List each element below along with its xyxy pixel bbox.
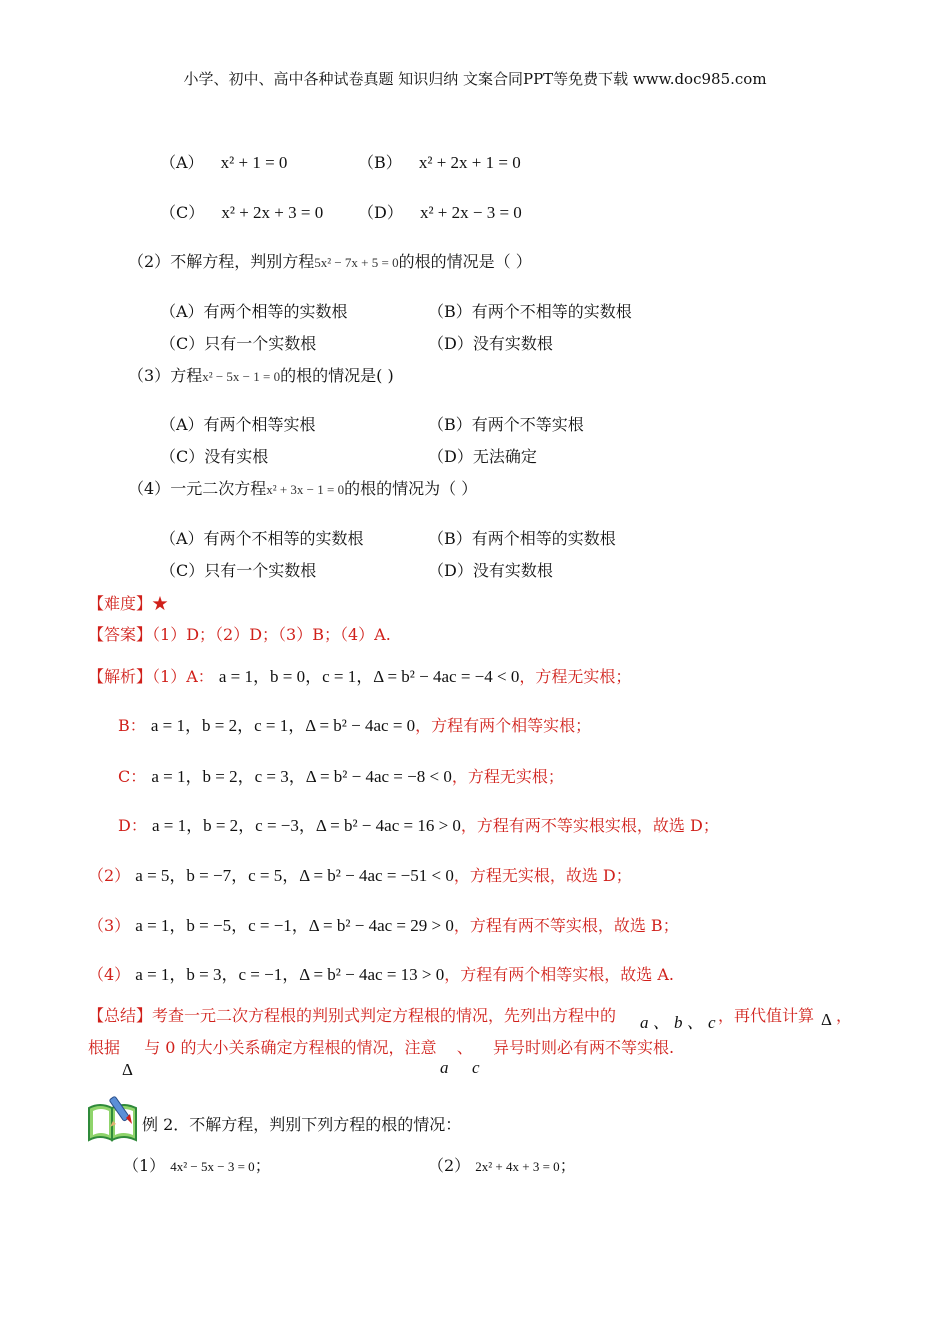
q2-equation: 5x² − 7x + 5 = 0: [314, 255, 399, 270]
summary-line-1: [88, 1003, 616, 1026]
example2-item-1-eq: 4x² − 5x − 3 = 0: [170, 1159, 255, 1174]
book-pencil-icon: [86, 1094, 140, 1144]
analysis-l6-text: ，方程有两不等实根，故选 B；: [453, 916, 679, 935]
analysis-l5-text: ，方程无实根，故选 D；: [453, 866, 632, 885]
q3-option-d: （D）无法确定: [428, 447, 537, 466]
q3-stem-after: 的根的情况是( ): [280, 366, 394, 385]
example2-item-2-end: ；: [559, 1156, 576, 1175]
summary-line-2: [88, 1035, 674, 1058]
answer-line: [88, 622, 391, 645]
summary-delta-2: Δ: [122, 1060, 133, 1079]
q1-option-d-label: （D）: [358, 203, 403, 222]
example2-item-2-label: （2）: [428, 1156, 471, 1175]
summary-line1: 考查一元二次方程根的判别式判定方程根的情况，先列出方程中的: [152, 1006, 617, 1025]
q2-option-b: （B）有两个不相等的实数根: [428, 302, 632, 321]
q4-option-b: （B）有两个相等的实数根: [428, 529, 616, 548]
q4-option-d: （D）没有实数根: [428, 561, 553, 580]
analysis-l7-text: ，方程有两个相等实根，故选 A.: [444, 965, 674, 984]
analysis-line-4: [118, 811, 719, 836]
q1-option-c-eq: x² + 2x + 3 = 0: [221, 203, 324, 222]
q1-option-b: [358, 150, 521, 173]
analysis-l6-math: a = 1，b = −5，c = −1，Δ = b² − 4ac = 29 > 0: [135, 916, 454, 935]
q3-stem-before: 方程: [170, 366, 203, 385]
analysis-line-3: [118, 762, 564, 787]
analysis-l4-text: ，方程有两不等实根实根，故选 D；: [460, 816, 719, 835]
q4-stem-after: 的根的情况为（ ）: [344, 479, 478, 498]
summary-line2-a: 根据: [88, 1038, 121, 1057]
analysis-l1-math: a = 1，b = 0，c = 1，Δ = b² − 4ac = −4 < 0: [218, 667, 520, 686]
summary-var-a: a: [440, 1058, 449, 1077]
summary-delta-1: Δ: [821, 1010, 832, 1029]
example2-item-2: [428, 1153, 576, 1176]
analysis-l4-prefix: D：: [118, 816, 147, 835]
analysis-l2-prefix: B：: [118, 716, 146, 735]
summary-var-c: c: [472, 1058, 480, 1077]
analysis-l4-math: a = 1，b = 2，c = −3，Δ = b² − 4ac = 16 > 0: [151, 816, 461, 835]
analysis-line-5: [88, 861, 632, 886]
analysis-l3-text: ，方程无实根；: [451, 767, 564, 786]
q4-number: （4）: [128, 479, 171, 498]
example2-item-2-eq: 2x² + 4x + 3 = 0: [475, 1159, 560, 1174]
analysis-l7-math: a = 1，b = 3，c = −1，Δ = b² − 4ac = 13 > 0: [135, 965, 445, 984]
q3-option-c: （C）没有实根: [160, 447, 269, 466]
q3-number: （3）: [128, 366, 171, 385]
q1-option-c-label: （C）: [160, 203, 205, 222]
q1-option-b-label: （B）: [358, 153, 402, 172]
q1-option-a-eq: x² + 1 = 0: [220, 153, 288, 172]
q4-stem: [128, 476, 477, 499]
example2-item-1: [123, 1153, 271, 1176]
q2-stem-after: 的根的情况是（ ）: [398, 252, 532, 271]
page-header: 小学、初中、高中各种试卷真题 知识归纳 文案合同PPT等免费下载 www.doc985.com: [183, 70, 767, 88]
analysis-l3-prefix: C：: [118, 767, 147, 786]
q1-option-c: [160, 200, 323, 223]
example2-item-1-end: ；: [254, 1156, 271, 1175]
analysis-l6-prefix: （3）: [88, 916, 131, 935]
q2-stem: [128, 249, 532, 272]
analysis-l3-math: a = 1，b = 2，c = 3，Δ = b² − 4ac = −8 < 0: [151, 767, 452, 786]
q4-option-a: （A）有两个不相等的实数根: [160, 529, 364, 548]
example2-item-1-label: （1）: [123, 1156, 166, 1175]
q1-option-d: [358, 200, 522, 223]
analysis-l7-prefix: （4）: [88, 965, 131, 984]
analysis-line-2: [118, 711, 591, 736]
analysis-l5-math: a = 5，b = −7，c = 5，Δ = b² − 4ac = −51 < 0: [135, 866, 454, 885]
summary-line2-sep: 、: [456, 1038, 473, 1057]
q2-stem-before: 不解方程，判别方程: [170, 252, 315, 271]
q2-option-c: （C）只有一个实数根: [160, 334, 317, 353]
analysis-line-7: [88, 960, 674, 985]
answer-label: 【答案】: [88, 625, 153, 644]
analysis-l1-text: ，方程无实根；: [519, 667, 632, 686]
summary-label: 【总结】: [88, 1006, 153, 1025]
example2-title-text: 例 2．不解方程，判别下列方程的根的情况：: [142, 1115, 462, 1134]
analysis-l5-prefix: （2）: [88, 866, 131, 885]
summary-line1-end: ，再代值计算: [718, 1006, 815, 1025]
example2-title: [142, 1112, 461, 1135]
q2-number: （2）: [128, 252, 171, 271]
q3-stem: [128, 363, 394, 386]
q1-option-b-eq: x² + 2x + 1 = 0: [418, 153, 521, 172]
analysis-l1-prefix: （1）A：: [152, 667, 214, 686]
q4-stem-before: 一元二次方程: [170, 479, 267, 498]
summary-line2-c: 异号时则必有两不等实根.: [492, 1038, 675, 1057]
q1-option-d-eq: x² + 2x − 3 = 0: [419, 203, 522, 222]
analysis-l2-text: ，方程有两个相等实根；: [415, 716, 592, 735]
summary-comma: ，: [836, 1006, 853, 1025]
q4-option-c: （C）只有一个实数根: [160, 561, 317, 580]
q3-option-a: （A）有两个相等实根: [160, 415, 316, 434]
analysis-l2-math: a = 1，b = 2，c = 1，Δ = b² − 4ac = 0: [150, 716, 416, 735]
q3-equation: x² − 5x − 1 = 0: [202, 369, 281, 384]
analysis-label: 【解析】: [88, 667, 153, 686]
analysis-line-1: [88, 662, 631, 687]
answer-text: （1）D；（2）D；（3）B；（4）A.: [152, 625, 391, 644]
q2-option-d: （D）没有实数根: [428, 334, 553, 353]
analysis-line-6: [88, 911, 679, 936]
q3-option-b: （B）有两个不等实根: [428, 415, 584, 434]
summary-line2-b: 与 0 的大小关系确定方程根的情况，注意: [144, 1038, 437, 1057]
difficulty-stars: ★: [152, 594, 169, 613]
q2-option-a: （A）有两个相等的实数根: [160, 302, 348, 321]
difficulty-line: [88, 591, 168, 614]
q1-option-a: [160, 150, 287, 173]
q1-option-a-label: （A）: [160, 153, 204, 172]
q4-equation: x² + 3x − 1 = 0: [266, 482, 345, 497]
difficulty-label: 【难度】: [88, 594, 153, 613]
summary-vars: a 、 b 、 c: [640, 1013, 716, 1032]
